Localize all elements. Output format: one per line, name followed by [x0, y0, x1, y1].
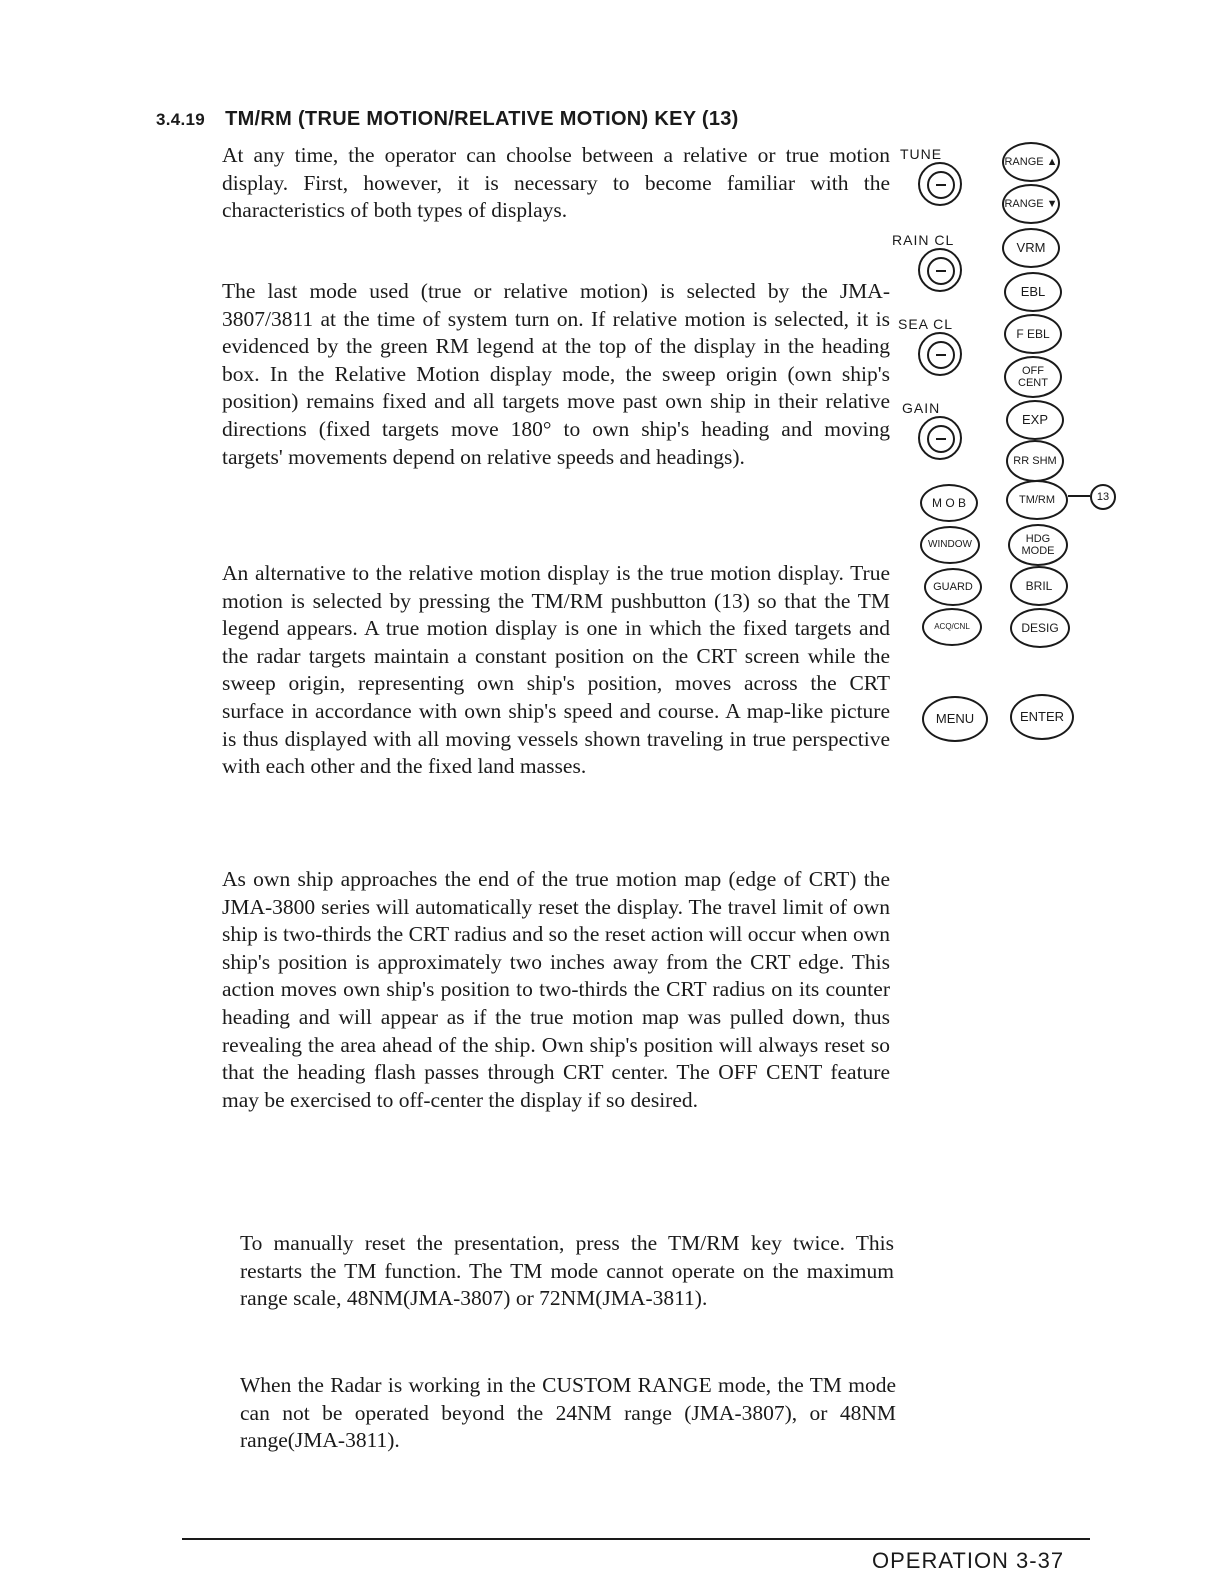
paragraph-custom-range: When the Radar is working in the CUSTOM RANGE mode, the TM mode can not be operated beyond the 24NM range (JMA-3807), or 48NM range(JMA-3811). — [240, 1373, 896, 1453]
paragraph-relative-motion: The last mode used (true or relative motion) is selected by the JMA-3807/3811 at the time of system turn on. If relative motion is selected, it is evidenced by the green RM legend at the top of the display in the heading box. In the Relative Motion display mode, the sweep origin (own ship's position) remains fixed and all targets move past own ship in their relative directions (fixed targets move 180° to own ship's heading and moving targets' movements depend on relative speeds and headings). — [222, 279, 890, 469]
guard-key[interactable]: GUARD — [924, 568, 982, 606]
page-footer: OPERATION 3-37 — [872, 1548, 1065, 1573]
paragraph-manual-reset: To manually reset the presentation, press the TM/RM key twice. This restarts the TM function. The TM mode cannot operate on the maximum range scale, 48NM(JMA-3807) or 72NM(JMA-3811). — [240, 1231, 894, 1311]
sea-cl-label: SEA CL — [898, 316, 954, 332]
gain-label: GAIN — [902, 400, 941, 416]
tune-label: TUNE — [900, 146, 943, 162]
bril-key[interactable]: BRIL — [1010, 566, 1068, 606]
window-key[interactable]: WINDOW — [920, 526, 980, 564]
acq-cnl-key[interactable]: ACQ/CNL — [922, 608, 982, 646]
rain-cl-knob[interactable] — [918, 248, 962, 292]
callout-13: 13 — [1090, 484, 1116, 510]
tm-rm-key[interactable]: TM/RM — [1006, 480, 1068, 520]
paragraph-intro: At any time, the operator can choolse between a relative or true motion display. First, however, it is necessary to become familiar with the characteristics of both types of displays. — [222, 143, 890, 223]
tune-knob[interactable] — [918, 162, 962, 206]
gain-knob[interactable] — [918, 416, 962, 460]
desig-key[interactable]: DESIG — [1010, 608, 1070, 648]
section-number: 3.4.19 — [156, 110, 206, 129]
paragraph-true-motion: An alternative to the relative motion display is the true motion display. True motion is selected by pressing the TM/RM pushbutton (13) so that the TM legend appears. A true motion display is one in which the fixed targets and the radar targets maintain a constant position on the CRT screen while the sweep origin, representing own ship's position, moves across the CRT surface in accordance with own ship's speed and course. A map-like picture is thus displayed with all moving vessels shown traveling in true perspective with each other and the fixed land masses. — [222, 561, 890, 779]
section-heading — [156, 108, 739, 131]
mob-key[interactable]: M O B — [920, 484, 978, 522]
menu-key[interactable]: MENU — [922, 696, 988, 742]
paragraph-reset: As own ship approaches the end of the true motion map (edge of CRT) the JMA-3800 series will automatically reset the display. The travel limit of own ship is two-thirds the CRT radius and so the reset action will occur when own ship's position is approximately two inches away from the CRT edge. This action moves own ship's position to two-thirds the CRT radius on its counter heading and will appear as if the true motion map was pulled down, thus revealing the area ahead of the ship. Own ship's position will always reset so that the heading flash passes through CRT center. The OFF CENT feature may be exercised to off-center the display if so desired. — [222, 867, 890, 1112]
hdg-mode-key[interactable]: HDG MODE — [1008, 524, 1068, 566]
f-ebl-key[interactable]: F EBL — [1004, 314, 1062, 354]
rr-shm-key[interactable]: RR SHM — [1006, 440, 1064, 482]
range-up-key[interactable]: RANGE ▲ — [1002, 142, 1060, 182]
section-title: TM/RM (TRUE MOTION/RELATIVE MOTION) KEY (13) — [225, 108, 739, 130]
rain-cl-label: RAIN CL — [892, 232, 955, 248]
vrm-key[interactable]: VRM — [1002, 228, 1060, 268]
enter-key[interactable]: ENTER — [1010, 694, 1074, 740]
off-cent-key[interactable]: OFF CENT — [1004, 356, 1062, 398]
control-panel-figure — [890, 138, 1130, 758]
sea-cl-knob[interactable] — [918, 332, 962, 376]
footer-rule — [182, 1538, 1090, 1540]
exp-key[interactable]: EXP — [1006, 400, 1064, 440]
ebl-key[interactable]: EBL — [1004, 272, 1062, 312]
callout-leader-line — [1068, 495, 1090, 497]
range-down-key[interactable]: RANGE ▼ — [1002, 184, 1060, 224]
